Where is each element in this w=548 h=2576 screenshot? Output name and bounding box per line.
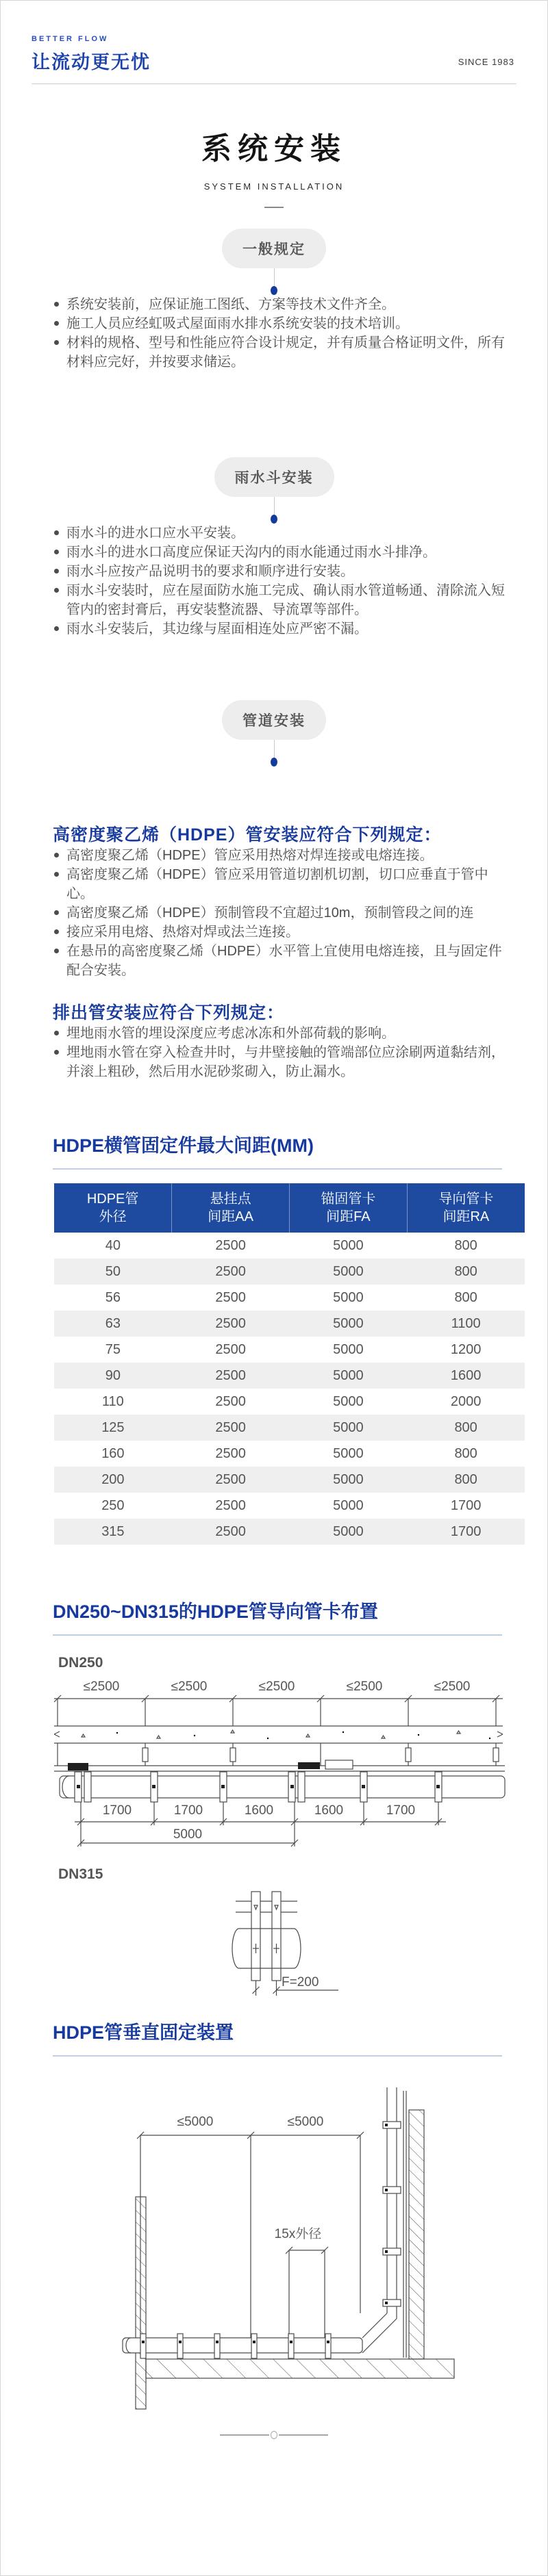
table-col-header: 锚固管卡 间距FA (290, 1183, 408, 1233)
table-cell: 5000 (333, 1445, 364, 1461)
title-block (1, 124, 547, 208)
table-cell: 40 (105, 1237, 121, 1253)
table-cell: 2500 (215, 1393, 246, 1409)
table-cell: 200 (54, 1467, 172, 1493)
table-cell: 5000 (290, 1519, 408, 1545)
table-cell: 2500 (215, 1445, 246, 1461)
header (1, 1, 547, 74)
table-cell: 2500 (172, 1259, 290, 1285)
table-cell: 1700 (450, 1497, 482, 1513)
table-cell: 5000 (333, 1289, 364, 1305)
section-badge-pipe: 管道安装 (222, 700, 326, 740)
dim-label: ≤2500 (171, 1679, 208, 1694)
brand-logo: 让流动更无忧 (32, 52, 151, 73)
dim-label: ≤2500 (83, 1679, 120, 1694)
bullet-item: 雨水斗的进水口应水平安装。 (54, 524, 508, 543)
section-rainwater-head (1, 457, 547, 524)
table-cell: 63 (54, 1311, 172, 1337)
table-row (54, 1285, 525, 1311)
dim-label: 15x外径 (274, 2227, 322, 2241)
section-general (1, 229, 547, 295)
table-cell: 5000 (333, 1237, 364, 1253)
bullet-item: 施工人员应经虹吸式屋面雨水排水系统安装的技术培训。 (54, 314, 508, 333)
badge-connector (274, 268, 275, 286)
dim-label: 1600 (244, 1803, 274, 1818)
badge-connector (274, 497, 275, 515)
badge-dot (271, 515, 277, 524)
table-cell: 56 (105, 1289, 121, 1305)
bullet-item: 材料的规格、型号和性能应符合设计规定，并有质量合格证明文件，所有材料应完好，并按要求储运。 (54, 333, 508, 372)
bullet-item: 系统安装前，应保证施工图纸、方案等技术文件齐全。 (54, 295, 508, 314)
dim-label: F=200 (282, 1975, 319, 1989)
table-cell: 800 (454, 1289, 477, 1305)
dn315-label: DN315 (58, 1866, 103, 1882)
dim-label: ≤5000 (177, 2115, 214, 2129)
table-cell: 5000 (290, 1259, 408, 1285)
table-cell: 2500 (215, 1341, 246, 1357)
subsection-heading-outlet: 排出管安装应符合下列规定： (53, 1003, 285, 1022)
table-cell: 5000 (333, 1497, 364, 1513)
table-row (54, 1311, 525, 1337)
table-row (54, 1337, 525, 1363)
bullet-item: 在悬吊的高密度聚乙烯（HDPE）水平管上宜使用电熔连接，且与固定件配合安装。 (54, 942, 508, 980)
section-badge-rainwater: 雨水斗安装 (214, 457, 334, 497)
dim-label: 1700 (173, 1803, 203, 1818)
section-badge-general: 一般规定 (222, 229, 326, 268)
dim-label: ≤2500 (258, 1679, 295, 1694)
guide-diagram-title: DN250~DN315的HDPE管导向管卡布置 (53, 1597, 502, 1636)
bullet-list-rainwater (1, 524, 547, 639)
table-cell: 2000 (450, 1393, 482, 1409)
table-cell: 5000 (290, 1415, 408, 1441)
table-cell: 800 (454, 1445, 477, 1461)
table-cell: 50 (54, 1259, 172, 1285)
bullet-item: 接应采用电熔、热熔对焊或法兰连接。 (54, 923, 508, 942)
dn250-diagram (54, 1677, 547, 1849)
footer-ornament (1, 2431, 547, 2439)
dim-label: ≤5000 (287, 2115, 324, 2129)
table-cell: 800 (454, 1237, 477, 1253)
table-col-header: 悬挂点 间距AA (172, 1183, 290, 1233)
brand-tagline: BETTER FLOW (32, 35, 109, 43)
bullet-item: 埋地雨水管在穿入检查井时，与井壁接触的管端部位应涂刷两道黏结剂，并滚上粗砂，然后用水泥砂浆砌入，防止漏水。 (54, 1043, 508, 1081)
table-row (54, 1415, 525, 1441)
footer-line (279, 2434, 328, 2436)
table-row (54, 1441, 525, 1467)
dim-label: 1600 (314, 1803, 344, 1818)
section-pipe (1, 700, 547, 767)
table-cell: 5000 (290, 1467, 408, 1493)
table-cell: 2500 (172, 1363, 290, 1389)
dim-label: ≤2500 (346, 1679, 383, 1694)
table-row (54, 1363, 525, 1389)
spacing-table (54, 1183, 525, 1545)
table-cell: 110 (101, 1393, 124, 1409)
title-dash (264, 207, 284, 208)
since-text: SINCE 1983 (458, 57, 514, 67)
bullet-list-hdpe-rules (1, 846, 547, 980)
table-cell: 1600 (407, 1363, 525, 1389)
footer-line (220, 2434, 269, 2436)
badge-dot (271, 758, 277, 767)
dim-label: 1700 (386, 1803, 416, 1818)
dim-label: 1700 (102, 1803, 132, 1818)
table-col-header: HDPE管 外径 (54, 1183, 172, 1233)
bullet-item: 高密度聚乙烯（HDPE）管应采用热熔对焊连接或电熔连接。 (54, 846, 508, 865)
badge-connector (274, 740, 275, 758)
table-cell: 5000 (290, 1363, 408, 1389)
table-cell: 315 (54, 1519, 172, 1545)
page-subtitle: SYSTEM INSTALLATION (203, 181, 345, 192)
bullet-item: 高密度聚乙烯（HDPE）管应采用管道切割机切割，切口应垂直于管中心。 (54, 865, 508, 903)
dim-label: ≤2500 (434, 1679, 471, 1694)
bullet-item: 埋地雨水管的埋设深度应考虑冰冻和外部荷载的影响。 (54, 1024, 508, 1043)
bullet-item: 雨水斗安装时，应在屋面防水施工完成、确认雨水管道畅通、清除流入短管内的密封膏后，再安装整流器、导流罩等部件。 (54, 581, 508, 619)
table-cell: 5000 (290, 1311, 408, 1337)
table-cell: 800 (407, 1259, 525, 1285)
dn250-label: DN250 (58, 1655, 103, 1671)
subsection-heading-hdpe: 高密度聚乙烯（HDPE）管安装应符合下列规定： (53, 825, 442, 845)
table-col-header: 导向管卡 间距RA (407, 1183, 525, 1233)
badge-dot (271, 286, 277, 295)
table-cell: 75 (105, 1341, 121, 1357)
table-row (54, 1233, 525, 1259)
header-divider (32, 83, 516, 84)
table-cell: 2500 (215, 1497, 246, 1513)
table-cell: 2500 (172, 1311, 290, 1337)
table-cell: 800 (407, 1415, 525, 1441)
page-title: 系统安装 (201, 132, 347, 166)
vertical-diagram-title: HDPE管垂直固定装置 (53, 2018, 502, 2057)
clamp-dots (77, 1785, 440, 1788)
table-cell: 1200 (450, 1341, 482, 1357)
table-cell: 5000 (333, 1393, 364, 1409)
table-cell: 2500 (172, 1519, 290, 1545)
table-cell: 5000 (333, 1341, 364, 1357)
bullet-item: 雨水斗应按产品说明书的要求和顺序进行安装。 (54, 562, 508, 581)
dn315-diagram (198, 1886, 547, 2004)
table-cell: 2500 (172, 1415, 290, 1441)
footer-circle-icon (271, 2431, 277, 2439)
bullet-item: 高密度聚乙烯（HDPE）预制管段不宜超过10m，预制管段之间的连 (54, 903, 508, 923)
bullet-item: 雨水斗安装后，其边缘与屋面相连处应严密不漏。 (54, 619, 508, 639)
table-cell: 1100 (407, 1311, 525, 1337)
table-row (54, 1519, 525, 1545)
table-row (54, 1493, 525, 1519)
table-cell: 1700 (407, 1519, 525, 1545)
table-row (54, 1389, 525, 1415)
table-section-title: HDPE横管固定件最大间距(MM) (53, 1131, 502, 1170)
table-row (54, 1467, 525, 1493)
table-cell: 2500 (215, 1289, 246, 1305)
table-cell: 2500 (172, 1467, 290, 1493)
table-cell: 160 (101, 1445, 125, 1461)
vertical-fix-diagram (103, 2074, 547, 2416)
table-row (54, 1259, 525, 1285)
bullet-list-general (1, 295, 547, 372)
table-cell: 800 (407, 1467, 525, 1493)
table-cell: 125 (54, 1415, 172, 1441)
table-cell: 2500 (215, 1237, 246, 1253)
bullet-list-outlet-rules (1, 1024, 547, 1081)
table-header-row (54, 1183, 525, 1233)
table-cell: 90 (54, 1363, 172, 1389)
bullet-item: 雨水斗的进水口高度应保证天沟内的雨水能通过雨水斗排净。 (54, 543, 508, 562)
slab-speckles (82, 1730, 490, 1739)
dim-label: 5000 (173, 1827, 203, 1842)
table-cell: 250 (101, 1497, 125, 1513)
